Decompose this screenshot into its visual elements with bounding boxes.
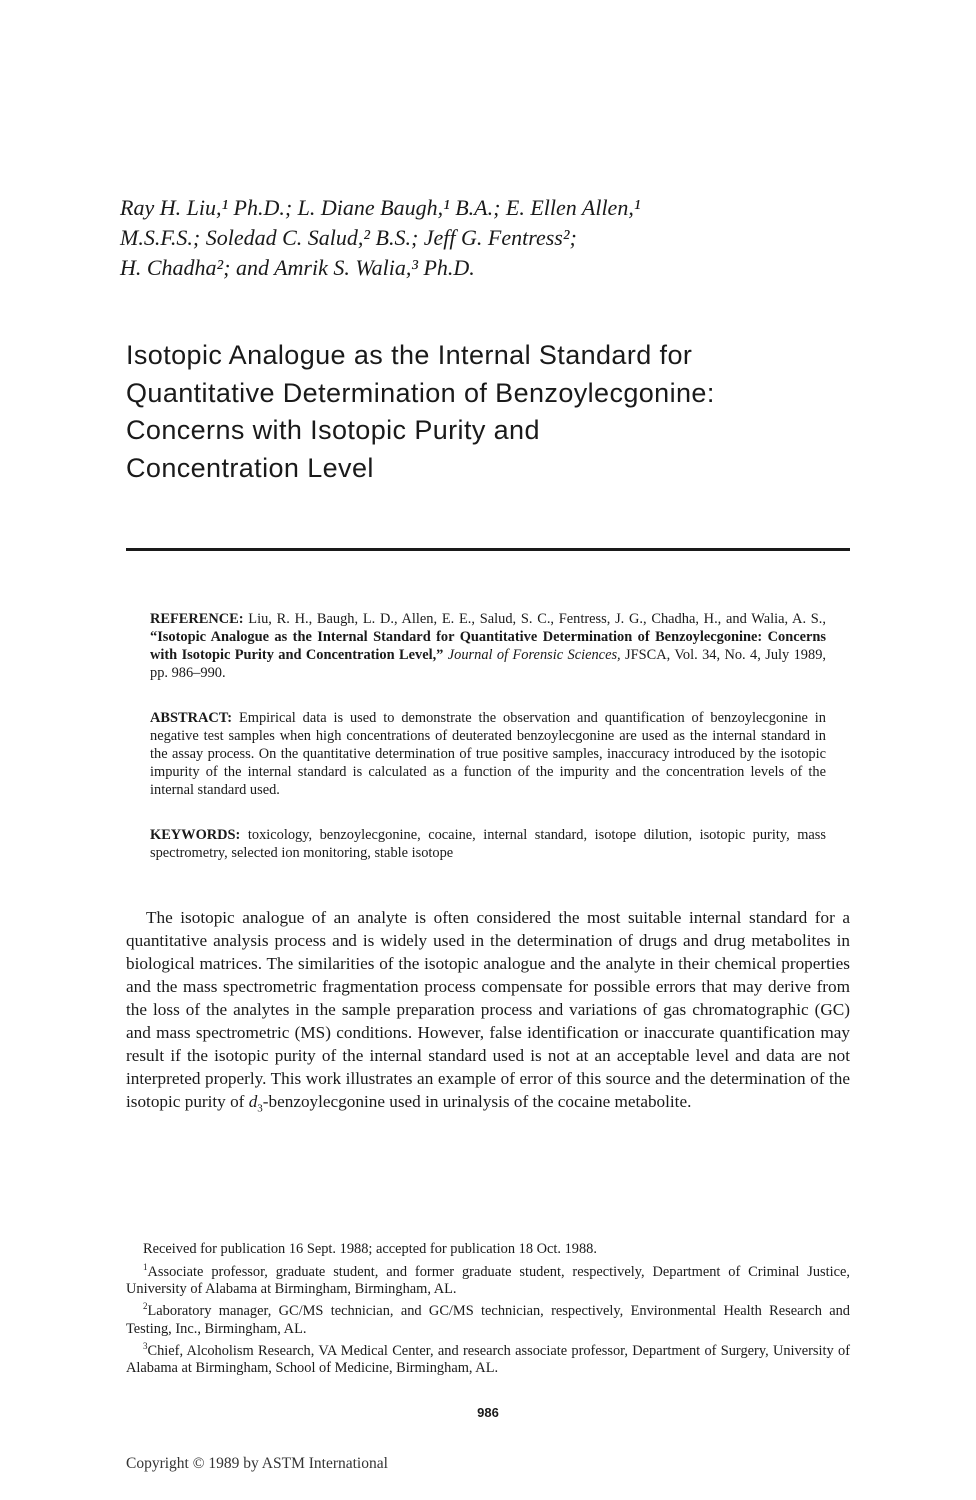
reference-block bbox=[150, 610, 826, 682]
author-line-3: H. Chadha²; and Amrik S. Walia,³ Ph.D. bbox=[120, 255, 475, 280]
body-text-after: -benzoylecgonine used in urinalysis of the cocaine metabolite. bbox=[262, 1092, 692, 1111]
title-divider bbox=[126, 548, 850, 551]
footnote-3-text: Chief, Alcoholism Research, VA Medical Center, and research associate professor, Department of Surgery, University of Alabama at Birmingham, School of Medicine, Birmingham, AL. bbox=[126, 1342, 850, 1377]
reference-citation: JFSCA, Vol. 34, No. 4, July 1989, pp. 986–990. bbox=[150, 647, 826, 681]
body-compound-d: d bbox=[248, 1092, 258, 1111]
keywords-label: KEYWORDS: bbox=[150, 827, 241, 843]
reference-label: REFERENCE: bbox=[150, 611, 244, 627]
abstract-text: Empirical data is used to demonstrate the observation and quantification of benzoylecgonine in negative test samples when high concentrations of deuterated benzoylecgonine are used as the internal standard in the assay process. On the quantitative determination of true positive samples, inaccuracy introduced by the isotopic impurity of the internal standard is calculated as a function of the impurity and the concentration levels of the internal standard used. bbox=[150, 710, 826, 798]
footnote-1-text: Associate professor, graduate student, and former graduate student, respectively, Department of Criminal Justice, University of Alabama at Birmingham, Birmingham, AL. bbox=[126, 1263, 850, 1297]
footnote-1 bbox=[126, 1259, 850, 1299]
author-line-2: M.S.F.S.; Soledad C. Salud,² B.S.; Jeff G. Fentress²; bbox=[120, 225, 577, 250]
footnote-received: Received for publication 16 Sept. 1988; accepted for publication 18 Oct. 1988. bbox=[143, 1241, 597, 1257]
footnote-2-text: Laboratory manager, GC/MS technician, and GC/MS technician, respectively, Environmental Health Research and Testing, Inc., Birmingham, AL. bbox=[126, 1303, 850, 1337]
page-number: 986 bbox=[477, 1405, 499, 1420]
footnote-3-mark: 3 bbox=[143, 1341, 148, 1352]
keywords-text: toxicology, benzoylecgonine, cocaine, internal standard, isotope dilution, isotopic purity, mass spectrometry, selected ion monitoring, stable isotope bbox=[150, 827, 826, 861]
footnote-2 bbox=[126, 1298, 850, 1338]
reference-authors: Liu, R. H., Baugh, L. D., Allen, E. E., Salud, S. C., Fentress, J. G., Chadha, H., and Walia, A. S., bbox=[243, 611, 826, 627]
author-list bbox=[120, 193, 850, 283]
reference-article-title: “Isotopic Analogue as the Internal Standard for Quantitative Determination of Benzoylecgonine: Concerns with Isotopic Purity and Concentration Level,” bbox=[150, 629, 826, 663]
keywords-block bbox=[150, 826, 826, 862]
footnote-1-mark: 1 bbox=[143, 1261, 148, 1272]
title-line-1: Isotopic Analogue as the Internal Standard for bbox=[126, 340, 693, 370]
title-line-2: Quantitative Determination of Benzoylecgonine: bbox=[126, 377, 715, 408]
footnotes bbox=[126, 1241, 850, 1378]
paper-title bbox=[126, 337, 886, 487]
abstract-label: ABSTRACT: bbox=[150, 710, 233, 726]
footnote-3 bbox=[126, 1338, 850, 1378]
copyright-notice: Copyright © 1989 by ASTM International bbox=[126, 1455, 388, 1472]
reference-journal: Journal of Forensic Sciences, bbox=[443, 647, 621, 663]
body-paragraph bbox=[126, 906, 850, 1113]
body-compound-sub: 3 bbox=[257, 1102, 263, 1115]
title-line-3: Concerns with Isotopic Purity and bbox=[126, 415, 540, 445]
abstract-block bbox=[150, 709, 826, 799]
footnote-2-mark: 2 bbox=[143, 1301, 148, 1312]
author-line-1: Ray H. Liu,¹ Ph.D.; L. Diane Baugh,¹ B.A.; E. Ellen Allen,¹ bbox=[120, 195, 641, 220]
title-line-4: Concentration Level bbox=[126, 452, 374, 483]
body-text-before: The isotopic analogue of an analyte is often considered the most suitable internal standard for a quantitative analysis process and is widely used in the determination of drugs and drug metabolites in biological matrices. The similarities of the isotopic analogue and the analyte in their chemical properties and the mass spectrometric fragmentation process compensate for possible errors that may derive from the loss of the analytes in the sample preparation process and variations of gas chromatographic (GC) and mass spectrometric (MS) conditions. However, false identification or inaccurate quantification may result if the isotopic purity of the internal standard used is not at an acceptable level and data are not interpreted properly. This work illustrates an example of error of this source and the determination of the isotopic purity of bbox=[126, 908, 850, 1111]
